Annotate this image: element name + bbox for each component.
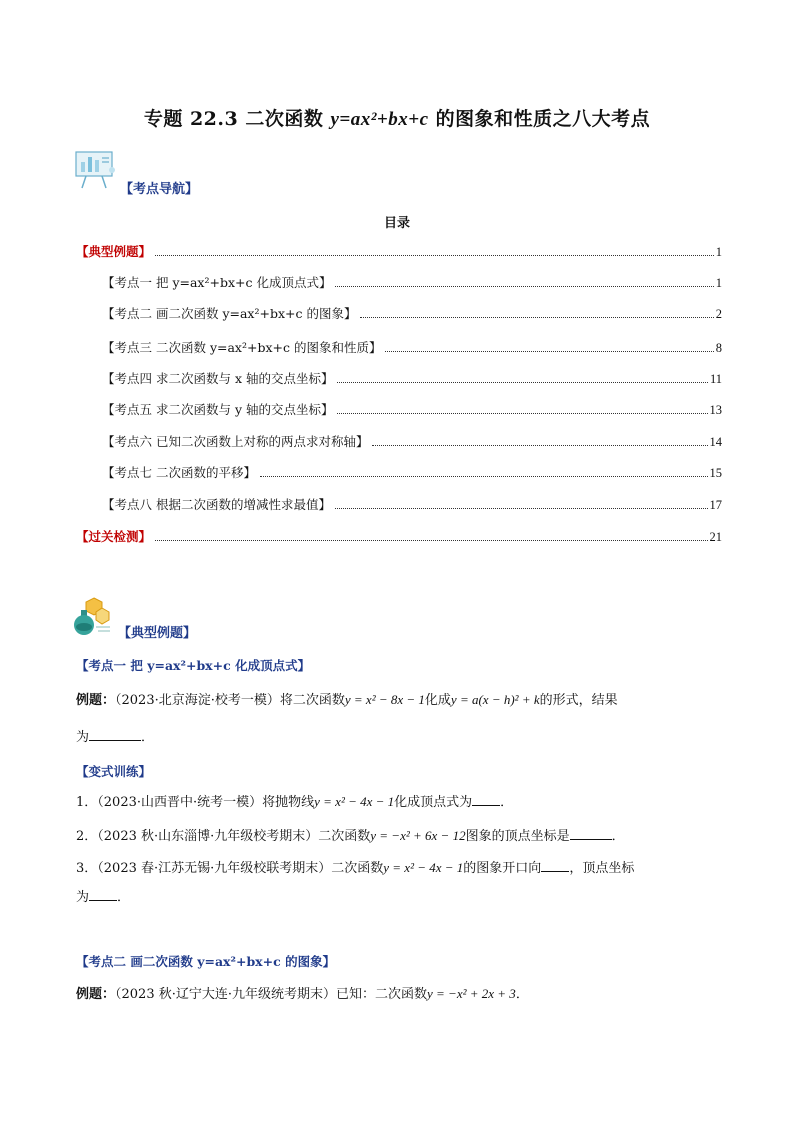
presentation-board-icon (72, 148, 118, 190)
toc-page: 8 (715, 341, 722, 355)
toc-page: 2 (715, 307, 722, 321)
toc-page: 13 (709, 403, 722, 417)
toc-label: 【考点二 画二次函数 y=ax²+bx+c 的图象】 (102, 306, 357, 321)
toc-label: 【考点一 把 y=ax²+bx+c 化成顶点式】 (102, 275, 332, 290)
example2 (76, 984, 529, 1005)
toc-label: 【考点七 二次函数的平移】 (102, 465, 256, 480)
variant-1-tail: 化成顶点式为 (394, 795, 473, 810)
example1-line2 (76, 728, 154, 748)
variant-1-text: 1．（2023·山西晋中·统考一模）将抛物线 (76, 795, 315, 810)
toc-row-过关检测[interactable] (76, 527, 722, 545)
variant-3-tail: 的图象开口向 (463, 861, 542, 876)
toc-page: 21 (709, 530, 722, 544)
toc-page: 15 (709, 466, 722, 480)
toc-leader (337, 381, 707, 383)
toc-row-考点二[interactable] (102, 304, 722, 322)
toc-row-考点六[interactable] (102, 432, 722, 450)
toc-row-考点七[interactable] (102, 463, 722, 481)
example1-tail: 的形式，结果 (539, 693, 618, 708)
toc-page: 14 (709, 435, 722, 449)
nav-label: 【考点导航】 (120, 182, 199, 197)
page-title: 专题 22.3 二次函数 y=ax²+bx+c 的图象和性质之八大考点 (143, 108, 651, 130)
variant-3 (76, 858, 634, 879)
example1-formula1: y = x² − 8x − 1 (344, 692, 425, 707)
kd1-heading: 【考点一 把 y=ax²+bx+c 化成顶点式】 (76, 658, 311, 673)
answer-blank[interactable] (89, 728, 141, 741)
toc-row-考点一[interactable] (102, 273, 722, 291)
variant-1 (76, 792, 513, 813)
example1-mid: 化成 (424, 693, 451, 708)
toc-row-考点八[interactable] (102, 495, 722, 513)
variant-2-tail: 图象的顶点坐标是 (465, 829, 570, 844)
toc-leader (335, 507, 708, 509)
toc-leader (360, 316, 713, 318)
variant-2-text: 2．（2023 秋·山东淄博·九年级校考期末）二次函数 (76, 829, 371, 844)
example1-prefix: 例题： (76, 693, 116, 708)
period: ． (515, 987, 529, 1002)
toc-row-考点五[interactable] (102, 400, 722, 418)
toc-leader (372, 444, 707, 446)
kd2-heading: 【考点二 画二次函数 y=ax²+bx+c 的图象】 (76, 954, 336, 969)
toc-label: 【过关检测】 (76, 529, 152, 544)
toc-row-考点四[interactable] (102, 369, 722, 387)
period: ． (611, 829, 625, 844)
answer-blank[interactable] (472, 793, 500, 806)
example2-formula: y = −x² + 2x + 3 (427, 986, 516, 1001)
example2-prefix: 例题： (76, 987, 116, 1002)
example1-formula2: y = a(x − h)² + k (450, 692, 540, 707)
period: ． (500, 795, 514, 810)
toc-label: 【考点五 求二次函数与 y 轴的交点坐标】 (102, 402, 334, 417)
toc-page: 17 (709, 498, 722, 512)
toc-label: 【考点八 根据二次函数的增减性求最值】 (102, 497, 331, 512)
variant-3-formula: y = x² − 4x − 1 (383, 860, 464, 875)
toc-leader (155, 539, 707, 541)
variant-2 (76, 826, 625, 847)
toc-page: 11 (709, 372, 722, 386)
toc-heading: 目录 (383, 216, 410, 231)
toc-row-典型例题[interactable] (76, 242, 722, 260)
variant-1-formula: y = x² − 4x − 1 (314, 794, 395, 809)
answer-blank[interactable] (541, 859, 569, 872)
answer-blank[interactable] (89, 888, 117, 901)
toc-page: 1 (715, 276, 722, 290)
variant-3-text: 3．（2023 春·江苏无锡·九年级校联考期末）二次函数 (76, 861, 384, 876)
variant-3-line2-text: 为 (76, 890, 90, 905)
variant-2-formula: y = −x² + 6x − 12 (370, 828, 466, 843)
section-label: 【典型例题】 (118, 626, 197, 641)
period: ． (117, 890, 131, 905)
toc-label: 【考点三 二次函数 y=ax²+bx+c 的图象和性质】 (102, 340, 382, 355)
example1-line2-text: 为 (76, 730, 90, 745)
example1 (76, 690, 618, 711)
toc-leader (260, 475, 708, 477)
variant-heading: 【变式训练】 (76, 764, 152, 779)
variant-3-line2 (76, 888, 130, 908)
toc-leader (335, 285, 713, 287)
example2-text: （2023 秋·辽宁大连·九年级统考期末）已知：二次函数 (115, 987, 427, 1002)
variant-3-tail2: ，顶点坐标 (569, 861, 635, 876)
toc-label: 【典型例题】 (76, 244, 152, 259)
period: ． (141, 730, 155, 745)
toc-leader (337, 412, 707, 414)
toc-row-考点三[interactable] (102, 338, 722, 356)
answer-blank[interactable] (570, 827, 612, 840)
example1-text: （2023·北京海淀·校考一模）将二次函数 (115, 693, 345, 708)
toc-label: 【考点六 已知二次函数上对称的两点求对称轴】 (102, 434, 369, 449)
toc-leader (155, 254, 714, 256)
toc-page: 1 (715, 245, 722, 259)
chemistry-flask-icon (72, 596, 114, 636)
toc-label: 【考点四 求二次函数与 x 轴的交点坐标】 (102, 371, 334, 386)
toc-leader (385, 350, 713, 352)
